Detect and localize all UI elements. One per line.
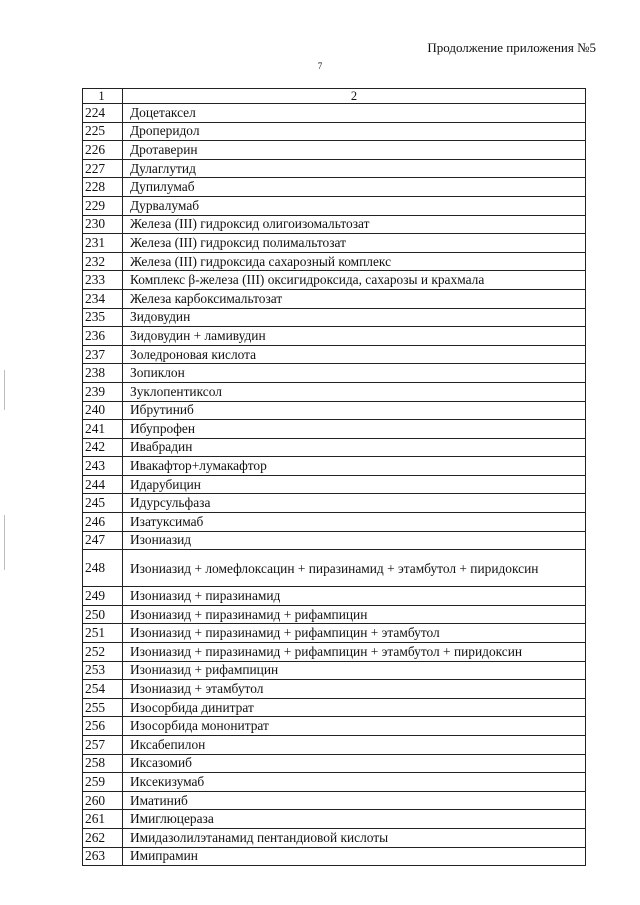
row-number: 258 — [83, 754, 123, 773]
scan-artifact-line — [4, 370, 5, 410]
drug-name: Дупилумаб — [123, 178, 586, 197]
table-row — [83, 828, 586, 847]
drug-name: Железа (III) гидроксид полимальтозат — [123, 234, 586, 253]
drug-name: Имипрамин — [123, 847, 586, 866]
table-row — [83, 364, 586, 383]
drug-name: Изониазид + ломефлоксацин + пиразинамид + этамбутол + пиридоксин — [123, 550, 586, 587]
table-row — [83, 401, 586, 420]
table-row — [83, 624, 586, 643]
drug-name: Имиглюцераза — [123, 810, 586, 829]
drug-name: Идарубицин — [123, 475, 586, 494]
table-row — [83, 457, 586, 476]
page-number: 7 — [317, 61, 323, 71]
table-row — [83, 550, 586, 587]
row-number: 230 — [83, 215, 123, 234]
drug-name: Дулаглутид — [123, 159, 586, 178]
row-number: 238 — [83, 364, 123, 383]
table-row — [83, 531, 586, 550]
drug-name: Дроперидол — [123, 122, 586, 141]
drug-name: Дротаверин — [123, 141, 586, 160]
table-row — [83, 159, 586, 178]
table-row — [83, 308, 586, 327]
drug-name: Ибрутиниб — [123, 401, 586, 420]
drug-name: Железа (III) гидроксид олигоизомальтозат — [123, 215, 586, 234]
table-row — [83, 680, 586, 699]
drug-name: Изосорбида динитрат — [123, 698, 586, 717]
table-row — [83, 643, 586, 662]
table-row — [83, 252, 586, 271]
drug-name: Ибупрофен — [123, 420, 586, 439]
row-number: 228 — [83, 178, 123, 197]
drug-name: Железа (III) гидроксида сахарозный комплекс — [123, 252, 586, 271]
row-number: 237 — [83, 345, 123, 364]
row-number: 247 — [83, 531, 123, 550]
drug-name: Иматиниб — [123, 791, 586, 810]
row-number: 259 — [83, 773, 123, 792]
row-number: 255 — [83, 698, 123, 717]
table-row — [83, 289, 586, 308]
table-row — [83, 141, 586, 160]
row-number: 250 — [83, 605, 123, 624]
drug-name: Идурсульфаза — [123, 494, 586, 513]
drug-name: Ивабрадин — [123, 438, 586, 457]
row-number: 248 — [83, 550, 123, 587]
row-number: 239 — [83, 382, 123, 401]
row-number: 243 — [83, 457, 123, 476]
table-row — [83, 736, 586, 755]
drug-name: Зидовудин — [123, 308, 586, 327]
drug-name: Зидовудин + ламивудин — [123, 327, 586, 346]
row-number: 231 — [83, 234, 123, 253]
row-number: 245 — [83, 494, 123, 513]
drug-name: Зуклопентиксол — [123, 382, 586, 401]
drug-name: Изониазид + пиразинамид + рифампицин + этамбутол + пиридоксин — [123, 643, 586, 662]
table-row — [83, 420, 586, 439]
drug-name: Изосорбида мононитрат — [123, 717, 586, 736]
table-row — [83, 382, 586, 401]
drug-name: Иксабепилон — [123, 736, 586, 755]
row-number: 227 — [83, 159, 123, 178]
table-row — [83, 122, 586, 141]
drug-name: Зопиклон — [123, 364, 586, 383]
table-row — [83, 754, 586, 773]
drug-name: Ивакафтор+лумакафтор — [123, 457, 586, 476]
row-number: 257 — [83, 736, 123, 755]
row-number: 242 — [83, 438, 123, 457]
row-number: 244 — [83, 475, 123, 494]
drug-name: Комплекс β-железа (III) оксигидроксида, сахарозы и крахмала — [123, 271, 586, 290]
table-row — [83, 215, 586, 234]
row-number: 263 — [83, 847, 123, 866]
column-header-name: 2 — [123, 89, 586, 104]
table-row — [83, 587, 586, 606]
row-number: 253 — [83, 661, 123, 680]
table-row — [83, 717, 586, 736]
row-number: 229 — [83, 196, 123, 215]
table-header-row — [83, 89, 586, 104]
drug-name: Изониазид + пиразинамид + рифампицин + этамбутол — [123, 624, 586, 643]
drug-table — [82, 88, 586, 866]
column-header-number: 1 — [83, 89, 123, 104]
row-number: 240 — [83, 401, 123, 420]
drug-name: Изониазид + пиразинамид + рифампицин — [123, 605, 586, 624]
row-number: 225 — [83, 122, 123, 141]
drug-name: Изониазид + этамбутол — [123, 680, 586, 699]
row-number: 232 — [83, 252, 123, 271]
row-number: 252 — [83, 643, 123, 662]
table-row — [83, 196, 586, 215]
table-row — [83, 345, 586, 364]
row-number: 251 — [83, 624, 123, 643]
table-row — [83, 271, 586, 290]
table-row — [83, 327, 586, 346]
row-number: 246 — [83, 513, 123, 532]
table-row — [83, 661, 586, 680]
row-number: 261 — [83, 810, 123, 829]
row-number: 249 — [83, 587, 123, 606]
table-row — [83, 178, 586, 197]
row-number: 236 — [83, 327, 123, 346]
row-number: 260 — [83, 791, 123, 810]
row-number: 241 — [83, 420, 123, 439]
drug-name: Изониазид + пиразинамид — [123, 587, 586, 606]
table-row — [83, 438, 586, 457]
drug-name: Изониазид — [123, 531, 586, 550]
row-number: 254 — [83, 680, 123, 699]
drug-name: Имидазолилэтанамид пентандиовой кислоты — [123, 828, 586, 847]
table-row — [83, 810, 586, 829]
table-row — [83, 791, 586, 810]
table-row — [83, 494, 586, 513]
drug-name: Золедроновая кислота — [123, 345, 586, 364]
drug-name: Иксазомиб — [123, 754, 586, 773]
table-row — [83, 605, 586, 624]
row-number: 234 — [83, 289, 123, 308]
table-row — [83, 104, 586, 123]
drug-name: Дурвалумаб — [123, 196, 586, 215]
table-row — [83, 234, 586, 253]
row-number: 256 — [83, 717, 123, 736]
row-number: 262 — [83, 828, 123, 847]
drug-name: Изониазид + рифампицин — [123, 661, 586, 680]
drug-name: Доцетаксел — [123, 104, 586, 123]
table-row — [83, 773, 586, 792]
drug-name: Иксекизумаб — [123, 773, 586, 792]
table-row — [83, 847, 586, 866]
table-row — [83, 513, 586, 532]
row-number: 224 — [83, 104, 123, 123]
row-number: 235 — [83, 308, 123, 327]
row-number: 233 — [83, 271, 123, 290]
drug-name: Железа карбоксимальтозат — [123, 289, 586, 308]
table-row — [83, 698, 586, 717]
scan-artifact-line — [4, 515, 5, 570]
row-number: 226 — [83, 141, 123, 160]
drug-name: Изатуксимаб — [123, 513, 586, 532]
table-row — [83, 475, 586, 494]
document-header: Продолжение приложения №5 — [427, 40, 596, 55]
